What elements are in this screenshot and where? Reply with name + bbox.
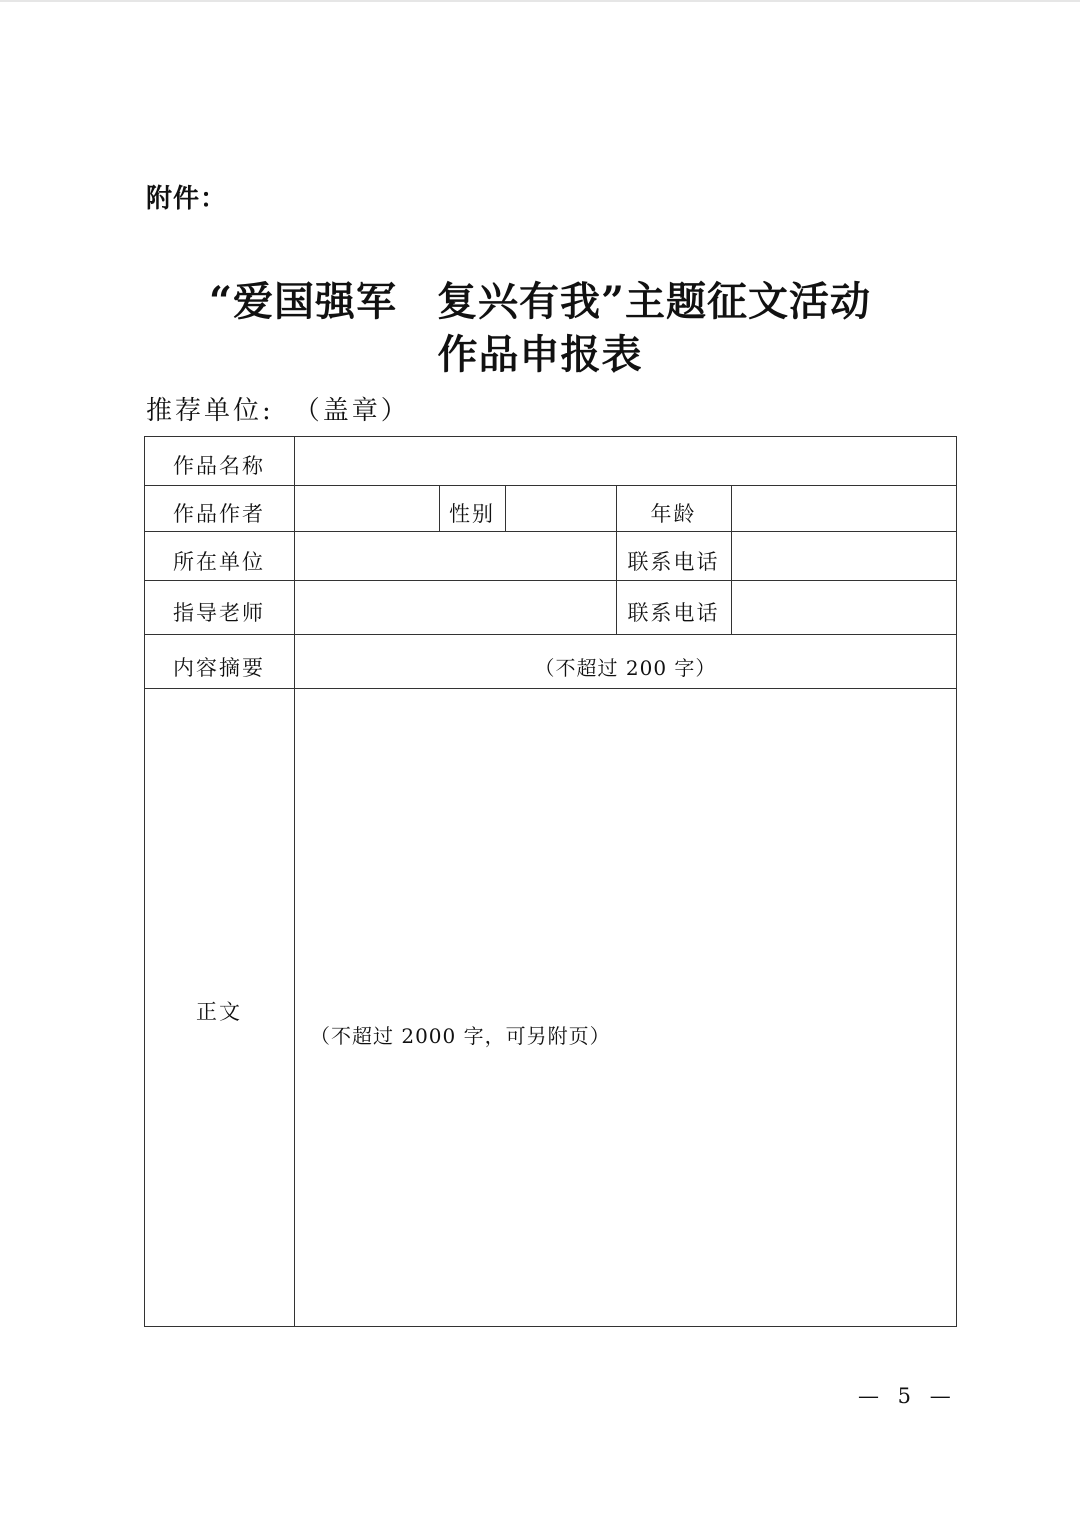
table-row-divider [144, 634, 957, 635]
body-label: 正文 [196, 1000, 242, 1024]
body-text-area[interactable] [295, 689, 956, 1326]
body-hint: （不超过 2000 字，可另附页） [310, 1024, 611, 1048]
recommending-unit-line [146, 390, 410, 427]
gender-field[interactable] [506, 486, 616, 531]
form-title-line-2: 作品申报表 [437, 331, 643, 378]
table-border-right [956, 436, 957, 1327]
table-border-bottom [144, 1326, 957, 1327]
top-edge-rule [0, 0, 1080, 2]
form-title-line-1-part-1: “爱国强军 [208, 278, 397, 325]
unit-phone-field[interactable] [732, 532, 956, 580]
attachment-label: 附件： [146, 184, 228, 214]
teacher-phone-label: 联系电话 [627, 601, 720, 625]
unit-phone-label: 联系电话 [627, 550, 720, 574]
work-name-field[interactable] [295, 437, 956, 485]
page-number: — 5 — [858, 1384, 957, 1408]
teacher-phone-field[interactable] [732, 581, 956, 634]
form-title-line-1 [0, 276, 1080, 328]
application-form-table [144, 436, 957, 1327]
age-field[interactable] [732, 486, 956, 531]
teacher-label: 指导老师 [173, 601, 265, 625]
form-title-line-1-part-2: 复兴有我”主题征文活动 [437, 278, 872, 325]
author-field[interactable] [295, 486, 439, 531]
gender-label: 性别 [449, 502, 495, 526]
teacher-field[interactable] [295, 581, 616, 634]
unit-field[interactable] [295, 532, 616, 580]
age-label: 年龄 [650, 502, 697, 526]
seal-note: （盖章） [293, 396, 410, 426]
unit-label: 所在单位 [173, 550, 265, 574]
summary-label: 内容摘要 [173, 656, 265, 680]
author-label: 作品作者 [173, 502, 265, 526]
summary-hint: （不超过 200 字） [534, 656, 717, 680]
recommending-unit-label: 推荐单位: [146, 396, 274, 426]
work-name-label: 作品名称 [173, 454, 265, 478]
